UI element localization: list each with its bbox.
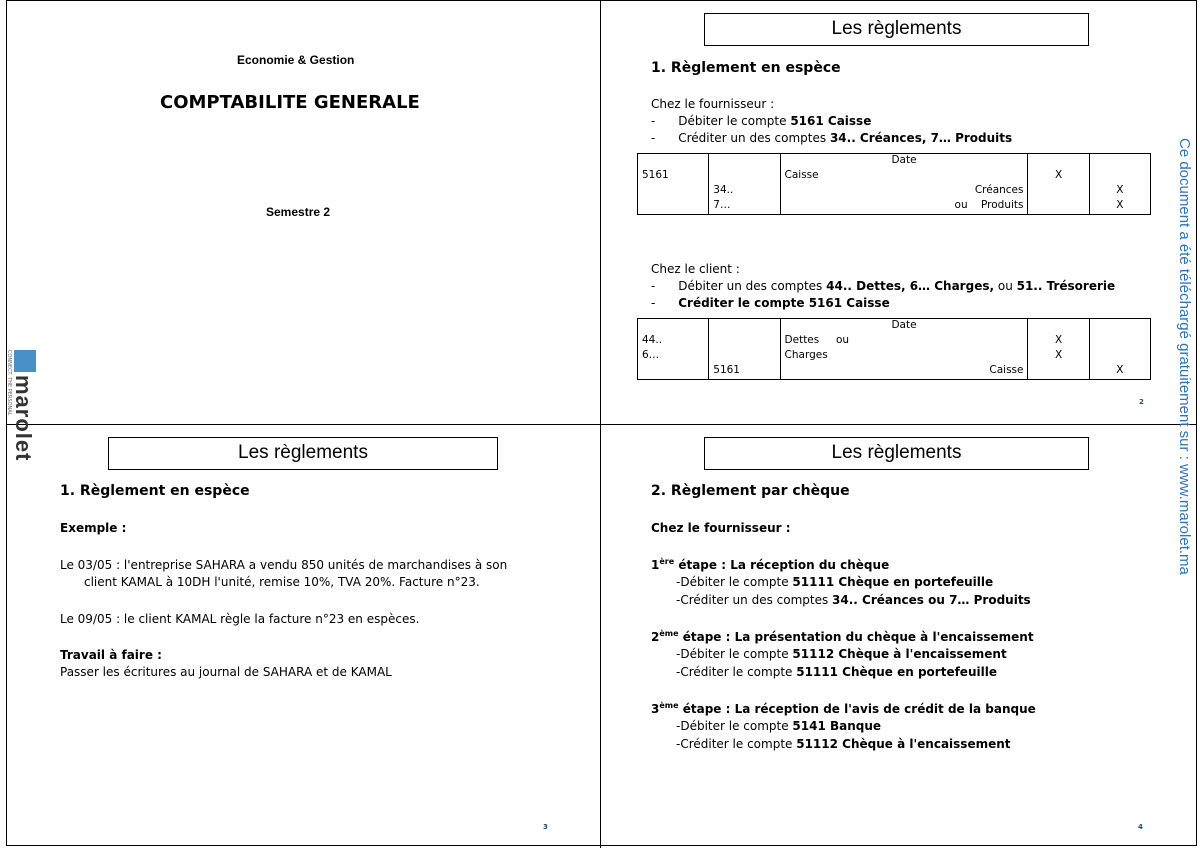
step-1-heading: 1ère étape : La réception du chèque <box>651 557 890 572</box>
download-watermark: Ce document a été téléchargé gratuitement sur : www.marolet.ma <box>1176 138 1193 575</box>
client-line-2: - Créditer le compte 5161 Caisse <box>651 296 890 310</box>
supplier-label: Chez le fournisseur : <box>651 521 791 535</box>
step-3-line-2: -Créditer le compte 51112 Chèque à l'encaissement <box>676 737 1011 751</box>
page-number: 2 <box>1139 398 1144 406</box>
page-number: 4 <box>1138 823 1143 831</box>
subject: Economie & Gestion <box>237 53 355 67</box>
step-3-heading: 3ème étape : La réception de l'avis de crédit de la banque <box>651 701 1036 716</box>
section-heading: 1. Règlement en espèce <box>651 60 841 76</box>
client-label: Chez le client : <box>651 262 740 276</box>
todo-text: Passer les écritures au journal de SAHARA et de KAMAL <box>60 665 392 679</box>
section-heading: 2. Règlement par chèque <box>651 483 850 499</box>
supplier-line-1: - Débiter le compte 5161 Caisse <box>651 114 872 128</box>
step-1-line-2: -Créditer un des comptes 34.. Créances ou 7… Produits <box>676 593 1031 607</box>
page-number: 3 <box>543 823 548 831</box>
step-1-line-1: -Débiter le compte 51111 Chèque en portefeuille <box>676 575 994 589</box>
logo-mark-icon <box>14 350 36 372</box>
logo-tagline: CONNECT. THE PERSONAL <box>6 350 12 416</box>
logo: marolet <box>11 375 36 462</box>
supplier-label: Chez le fournisseur : <box>651 97 775 111</box>
example-paragraph-1: Le 03/05 : l'entreprise SAHARA a vendu 850 unités de marchandises à son <box>60 558 508 572</box>
section-heading: 1. Règlement en espèce <box>60 483 250 499</box>
example-paragraph-1b: client KAMAL à 10DH l'unité, remise 10%, TVA 20%. Facture n°23. <box>84 575 480 589</box>
step-2-line-1: -Débiter le compte 51112 Chèque à l'encaissement <box>676 647 1007 661</box>
course-title: COMPTABILITE GENERALE <box>160 92 420 113</box>
todo-label: Travail à faire : <box>60 648 162 662</box>
slide-title: Les règlements <box>704 13 1089 46</box>
slide-title: Les règlements <box>704 437 1089 470</box>
step-2-line-2: -Créditer le compte 51111 Chèque en portefeuille <box>676 665 997 679</box>
semester: Semestre 2 <box>266 205 331 219</box>
journal-table-supplier: Date 5161 Caisse X 34.. Créances X 7… ou Produits X <box>637 153 1151 215</box>
supplier-line-2: - Créditer un des comptes 34.. Créances, 7… Produits <box>651 131 1013 145</box>
horizontal-divider <box>6 424 1197 425</box>
example-paragraph-2: Le 09/05 : le client KAMAL règle la facture n°23 en espèces. <box>60 612 420 626</box>
slide-title: Les règlements <box>108 437 498 470</box>
client-line-1: - Débiter un des comptes 44.. Dettes, 6… Charges, ou 51.. Trésorerie <box>651 279 1116 293</box>
step-2-heading: 2ème étape : La présentation du chèque à l'encaissement <box>651 629 1034 644</box>
step-3-line-1: -Débiter le compte 5141 Banque <box>676 719 882 733</box>
journal-table-client: Date 44.. Dettes ou X 6… Charges X 5161 Caisse X <box>637 318 1151 380</box>
page-frame <box>6 0 1197 846</box>
example-label: Exemple : <box>60 521 127 535</box>
